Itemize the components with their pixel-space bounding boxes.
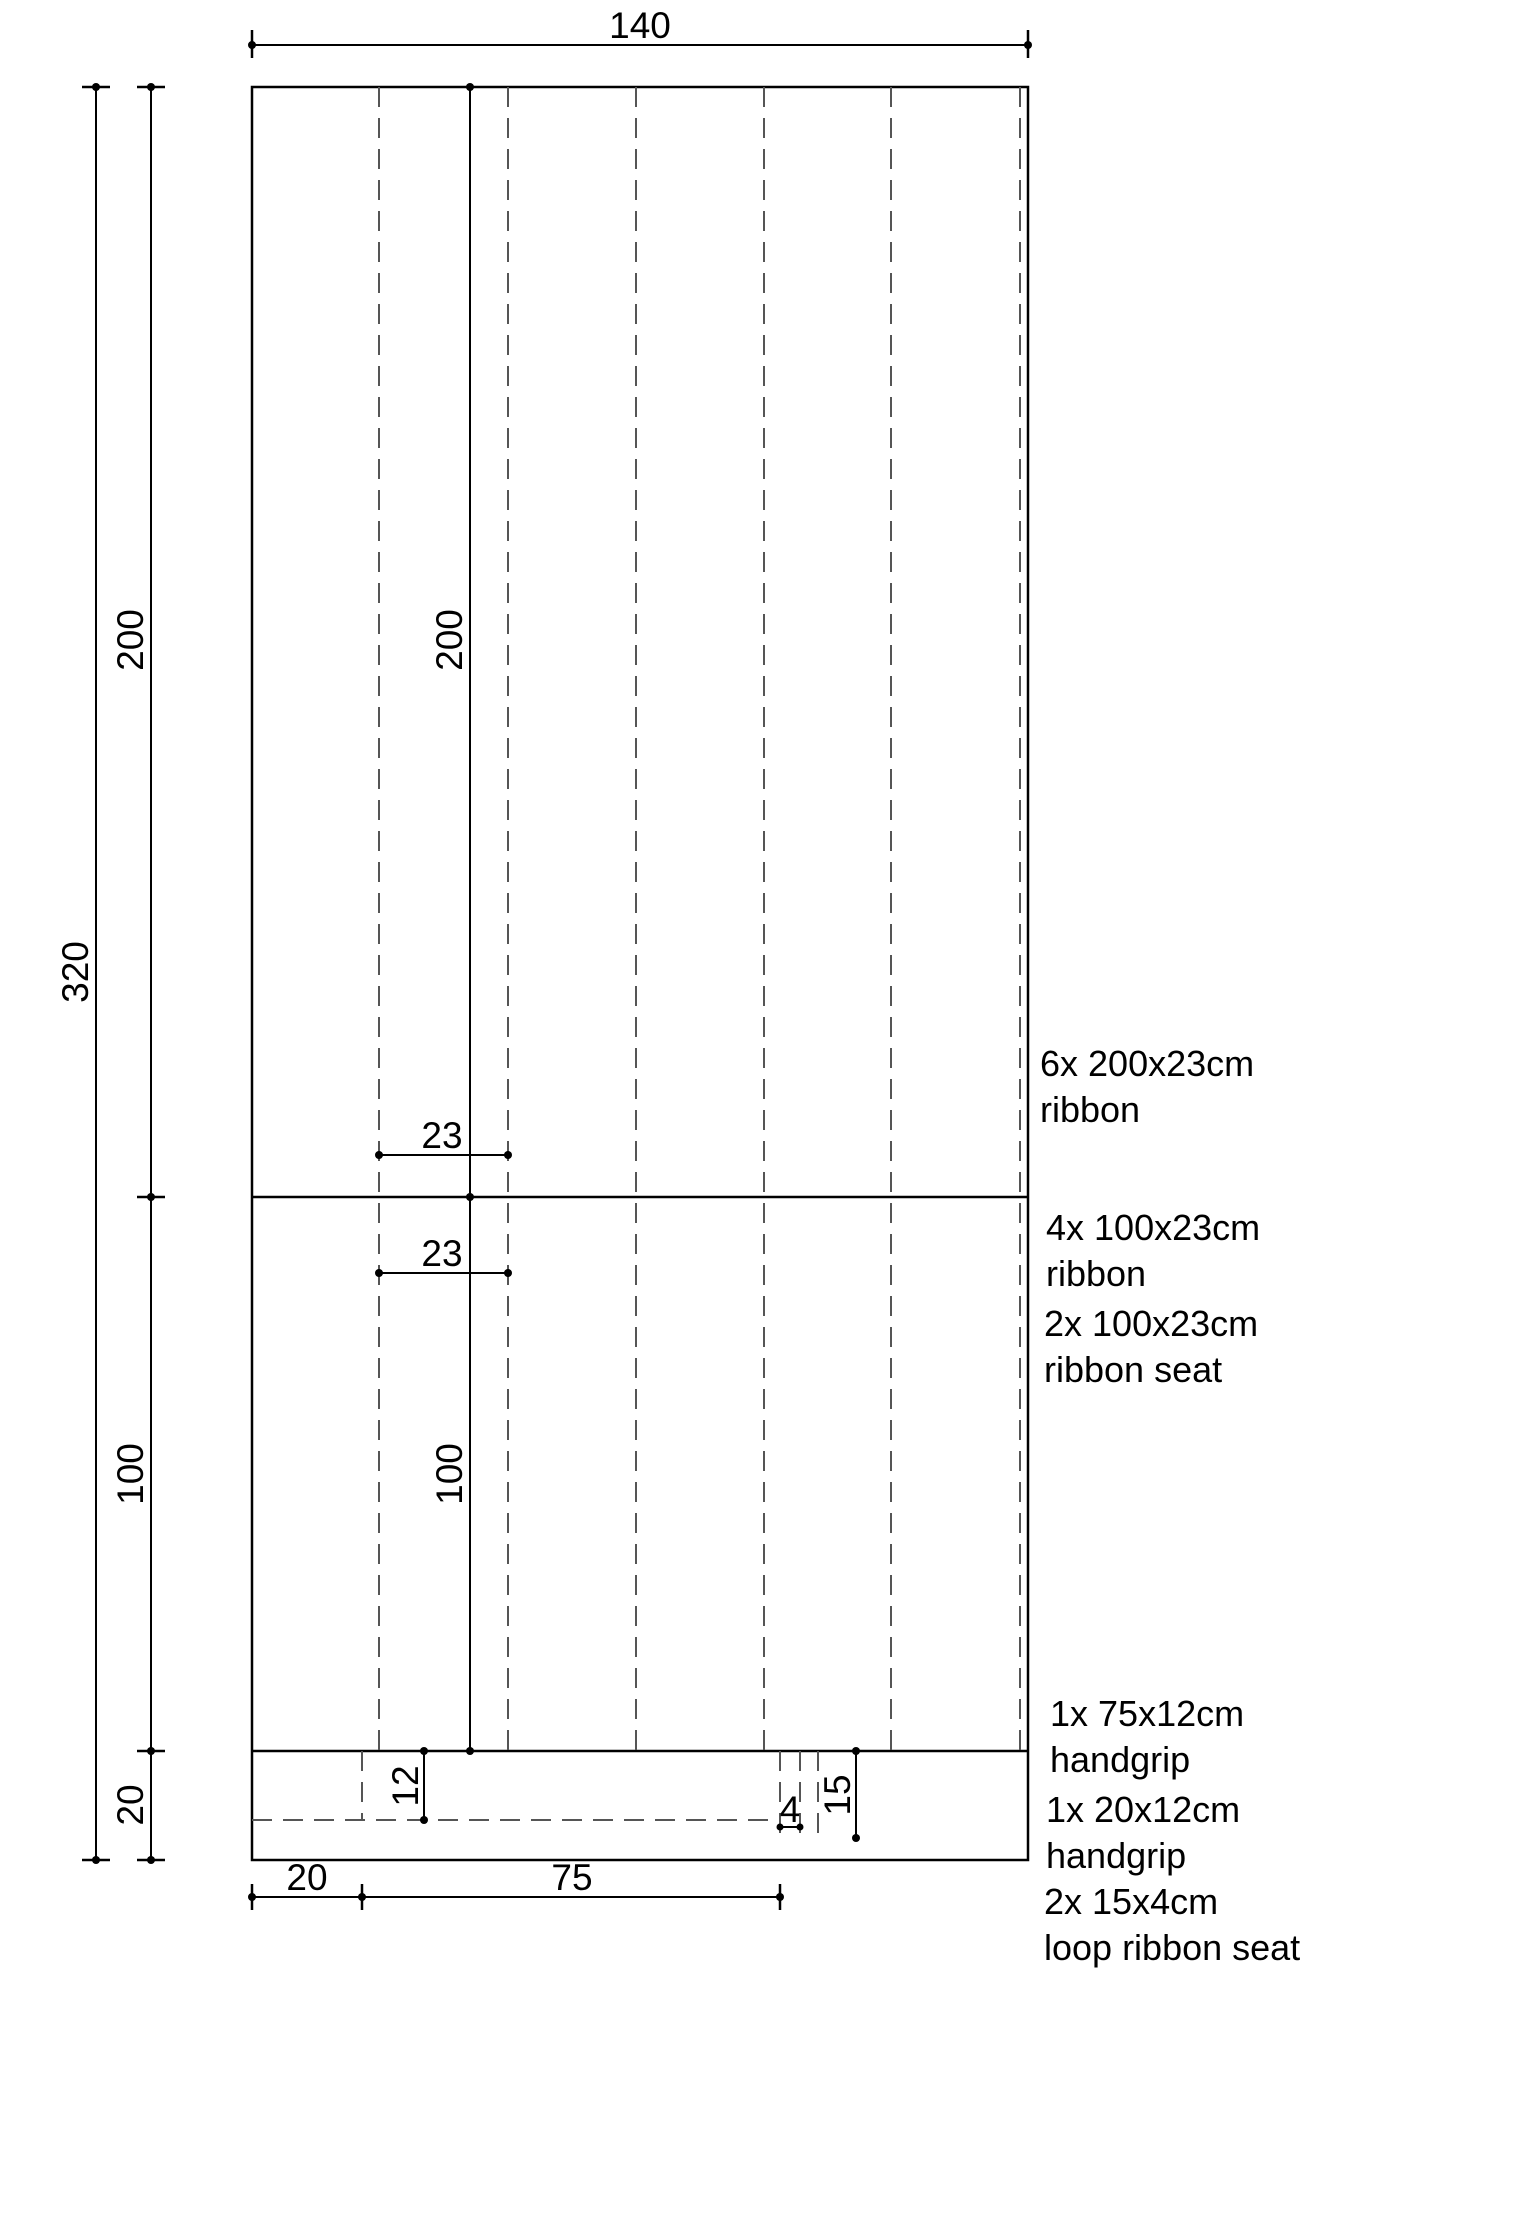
note-5-desc: handgrip <box>1046 1835 1187 1876</box>
note-6-qty: 2x 15x4cm <box>1044 1881 1219 1922</box>
note-2-desc: ribbon <box>1046 1253 1147 1294</box>
ribbon-length-upper-label: 200 <box>429 609 470 671</box>
ribbon-width-upper-label: 23 <box>421 1115 463 1156</box>
parts-notes <box>1040 1043 1300 1968</box>
middle-height-label: 100 <box>110 1443 151 1505</box>
bottom-offset-label: 20 <box>286 1857 328 1898</box>
dimension-ribbon-length <box>429 83 474 1755</box>
dimension-section-heights <box>110 83 165 1864</box>
bottom-length-label: 75 <box>551 1857 593 1898</box>
handgrip-height-label: 12 <box>385 1765 426 1807</box>
lower-height-label: 20 <box>110 1784 151 1826</box>
note-4-qty: 1x 75x12cm <box>1050 1693 1245 1734</box>
note-3-desc: ribbon seat <box>1044 1349 1223 1390</box>
ribbon-cut-lines <box>379 87 1020 1751</box>
note-3-qty: 2x 100x23cm <box>1044 1303 1259 1344</box>
note-4-desc: handgrip <box>1050 1739 1191 1780</box>
total-width-label: 140 <box>609 5 671 46</box>
note-6-desc: loop ribbon seat <box>1044 1927 1301 1968</box>
dimension-loop-width <box>777 1789 804 1831</box>
note-2-qty: 4x 100x23cm <box>1046 1207 1261 1248</box>
dimension-bottom <box>248 1857 784 1910</box>
note-1-qty: 6x 200x23cm <box>1040 1043 1255 1084</box>
loop-height-label: 15 <box>817 1774 858 1816</box>
handgrip-cut-lines <box>252 1751 818 1838</box>
dimension-ribbon-width-middle <box>375 1233 512 1277</box>
loop-width-label: 4 <box>779 1789 801 1830</box>
ribbon-length-middle-label: 100 <box>429 1443 470 1505</box>
dimension-loop-height <box>817 1747 860 1842</box>
total-height-label: 320 <box>55 941 96 1003</box>
dimension-total-width <box>248 5 1032 58</box>
dimension-ribbon-width-upper <box>375 1115 512 1159</box>
upper-height-label: 200 <box>110 609 151 671</box>
note-1-desc: ribbon <box>1040 1089 1141 1130</box>
dimension-total-height <box>55 83 110 1864</box>
ribbon-width-middle-label: 23 <box>421 1233 463 1274</box>
note-5-qty: 1x 20x12cm <box>1046 1789 1241 1830</box>
fabric-outline <box>252 87 1028 1860</box>
dimension-handgrip-height <box>385 1747 428 1824</box>
